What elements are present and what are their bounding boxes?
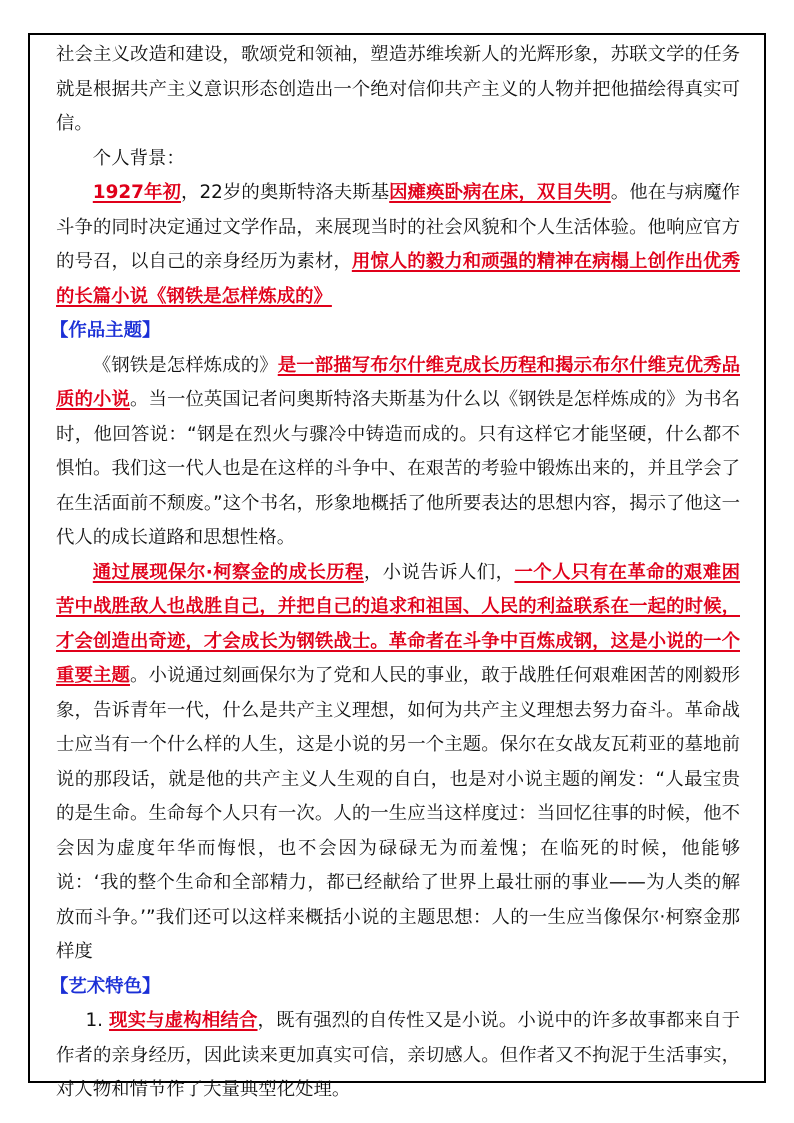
background-text-2: 。他在与病魔作斗争的同时决定通过文学作品，来展现当时的社会风貌和个人生活体验。他响应官方的号召，以自己的亲身经历为素材， [56,182,740,272]
art-text-1: ，既有强烈的自传性又是小说。小说中的许多故事都来自于作者的亲身经历，因此读来更加真实可信，亲切感人。但作者又不拘泥于生活事实，对人物和情节作了大量典型化处理。 [56,1010,740,1100]
theme-paragraph-2 [56,556,740,970]
theme-text-1: 。当一位英国记者问奥斯特洛夫斯基为什么以《钢铁是怎样炼成的》为书名时，他回答说：“钢是在烈火与骤冷中铸造而成的。只有这样它才能坚硬，什么都不惧怕。我们这一代人也是在这样的斗争中、在艰苦的考验中锻炼出来的，并且学会了在生活面前不颓废。”这个书名，形象地概括了他所要表达的思想内容，揭示了他这一代人的成长道路和思想性格。 [56,389,740,548]
theme-paragraph-1 [56,349,740,556]
theme-text-3: 。小说通过刻画保尔为了党和人民的事业，敢于战胜任何艰难困苦的刚毅形象，告诉青年一代，什么是共产主义理想，如何为共产主义理想去努力奋斗。革命战士应当有一个什么样的人生，这是小说的另一个主题。保尔在女战友瓦莉亚的墓地前说的那段话，就是他的共产主义人生观的自白，也是对小说主题的阐发：“人最宝贵的是生命。生命每个人只有一次。人的一生应当这样度过：当回忆往事的时候，他不会因为虚度年华而悔恨，也不会因为碌碌无为而羞愧；在临死的时候，他能够说：‘我的整个生命和全部精力，都已经献给了世界上最壮丽的事业——为人类的解放而斗争。’”我们还可以这样来概括小说的主题思想：人的一生应当像保尔·柯察金那样度 [56,665,740,962]
background-paragraph [56,176,740,314]
document-body [50,38,740,1108]
art-heading: 【艺术特色】 [50,975,161,997]
highlight-creation: 用惊人的毅力和顽强的精神在病榻上创作出优秀的长篇小说《钢铁是怎样炼成的》 [56,251,740,307]
theme-text-2: ，小说告诉人们， [363,561,515,583]
intro-paragraph: 社会主义改造和建设，歌颂党和领袖，塑造苏维埃新人的光辉形象，苏联文学的任务就是根据共产主义意识形态创造出一个绝对信仰共产主义的人物并把他描绘得真实可信。 [56,44,740,134]
list-number: 1. [85,1010,103,1031]
art-paragraph-1 [56,1004,740,1108]
highlight-growth: 通过展现保尔·柯察金的成长历程 [92,561,364,583]
theme-book-title: 《钢铁是怎样炼成的》 [92,354,278,376]
background-text-1: ，22岁的奥斯特洛夫斯基 [181,182,390,203]
theme-heading: 【作品主题】 [50,320,161,341]
highlight-illness: 因瘫痪卧病在床，双目失明 [389,182,611,203]
highlight-art-feature: 现实与虚构相结合 [109,1010,258,1031]
highlight-theme-description: 是一部描写布尔什维克成长历程和揭示布尔什维克优秀品质的小说 [56,354,740,410]
highlight-main-theme: 一个人只有在革命的艰难困苦中战胜敌人也战胜自己，并把自己的追求和祖国、人民的利益联系在一起的时候，才会创造出奇迹，才会成长为钢铁战士。革命者在斗争中百炼成钢，这是小说的一个重要主题 [56,561,740,686]
background-label: 个人背景： [92,147,185,169]
highlight-year: 1927年初 [92,182,181,203]
